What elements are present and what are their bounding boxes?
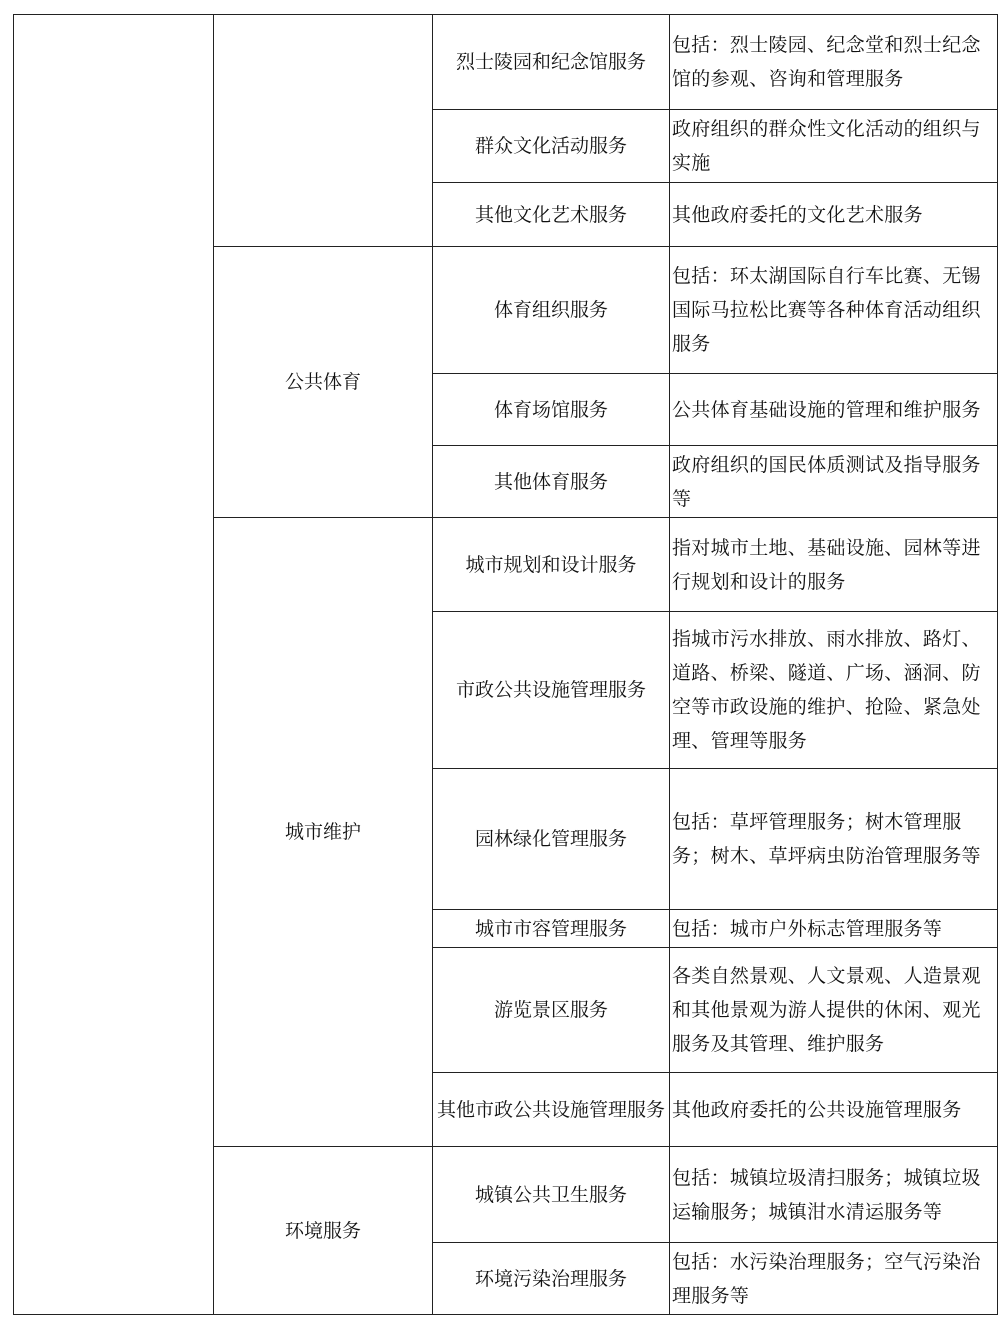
service-desc-cell: 包括：草坪管理服务；树木管理服务；树木、草坪病虫防治管理服务等	[670, 769, 998, 910]
subcategory-cell: 环境服务	[214, 1147, 433, 1315]
service-item-cell: 群众文化活动服务	[433, 110, 670, 183]
category-column-cell	[14, 15, 214, 1315]
service-item-cell: 其他市政公共设施管理服务	[433, 1073, 670, 1147]
service-desc-cell: 包括：水污染治理服务；空气污染治理服务等	[670, 1243, 998, 1315]
service-item-cell: 城镇公共卫生服务	[433, 1147, 670, 1243]
service-item-cell: 市政公共设施管理服务	[433, 612, 670, 769]
service-desc-cell: 指城市污水排放、雨水排放、路灯、道路、桥梁、隧道、广场、涵洞、防空等市政设施的维护、抢险、紧急处理、管理等服务	[670, 612, 998, 769]
service-catalog-page	[13, 14, 989, 1314]
service-desc-cell: 包括：环太湖国际自行车比赛、无锡国际马拉松比赛等各种体育活动组织服务	[670, 247, 998, 374]
service-item-cell: 烈士陵园和纪念馆服务	[433, 15, 670, 110]
subcategory-cell	[214, 15, 433, 247]
service-desc-cell: 各类自然景观、人文景观、人造景观和其他景观为游人提供的休闲、观光服务及其管理、维护服务	[670, 948, 998, 1073]
service-item-cell: 体育组织服务	[433, 247, 670, 374]
service-item-cell: 环境污染治理服务	[433, 1243, 670, 1315]
service-desc-cell: 政府组织的国民体质测试及指导服务等	[670, 446, 998, 518]
service-desc-cell: 包括：城镇垃圾清扫服务；城镇垃圾运输服务；城镇泔水清运服务等	[670, 1147, 998, 1243]
service-item-cell: 游览景区服务	[433, 948, 670, 1073]
service-item-cell: 园林绿化管理服务	[433, 769, 670, 910]
subcategory-cell: 公共体育	[214, 247, 433, 518]
service-desc-cell: 其他政府委托的文化艺术服务	[670, 183, 998, 247]
service-desc-cell: 政府组织的群众性文化活动的组织与实施	[670, 110, 998, 183]
service-table	[13, 14, 998, 1315]
service-desc-cell: 指对城市土地、基础设施、园林等进行规划和设计的服务	[670, 518, 998, 612]
service-item-cell: 城市规划和设计服务	[433, 518, 670, 612]
service-desc-cell: 包括：烈士陵园、纪念堂和烈士纪念馆的参观、咨询和管理服务	[670, 15, 998, 110]
subcategory-cell: 城市维护	[214, 518, 433, 1147]
service-desc-cell: 公共体育基础设施的管理和维护服务	[670, 374, 998, 446]
service-item-cell: 其他体育服务	[433, 446, 670, 518]
service-item-cell: 城市市容管理服务	[433, 910, 670, 948]
service-desc-cell: 包括：城市户外标志管理服务等	[670, 910, 998, 948]
table-row	[14, 15, 998, 110]
service-item-cell: 其他文化艺术服务	[433, 183, 670, 247]
service-desc-cell: 其他政府委托的公共设施管理服务	[670, 1073, 998, 1147]
service-item-cell: 体育场馆服务	[433, 374, 670, 446]
